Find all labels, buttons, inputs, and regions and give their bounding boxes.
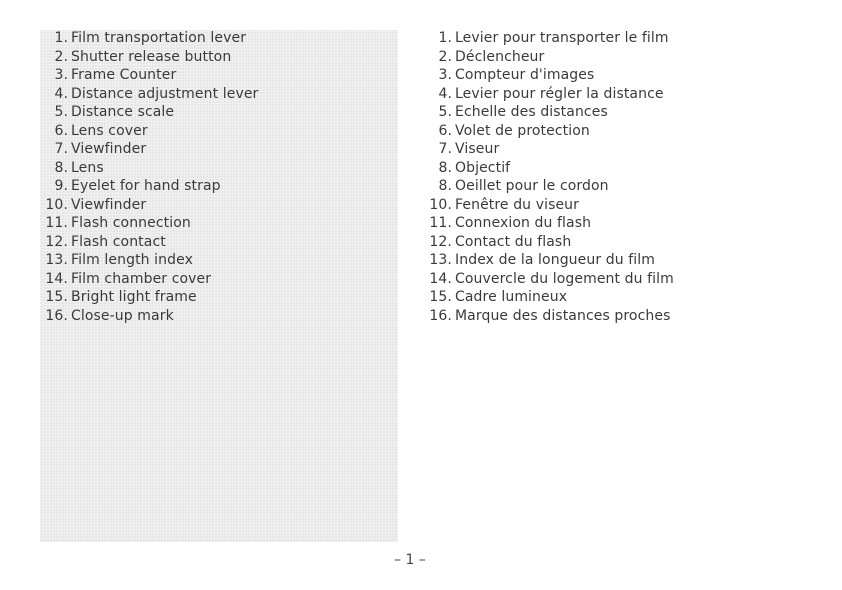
english-list-item <box>40 307 370 326</box>
french-list-item <box>422 103 822 122</box>
item-label: Cadre lumineux <box>455 289 568 305</box>
english-list-item <box>40 122 370 141</box>
item-label: Distance adjustment lever <box>71 85 259 102</box>
item-label: Connexion du flash <box>455 215 592 231</box>
item-label: Film length index <box>71 252 193 268</box>
item-number: 3. <box>438 67 452 83</box>
english-list-item <box>40 196 370 215</box>
item-number: 2. <box>438 48 452 65</box>
french-list-item <box>422 48 822 67</box>
item-label: Distance scale <box>71 104 175 120</box>
french-list-item <box>422 214 822 233</box>
french-list-item <box>422 66 822 85</box>
item-label: Volet de protection <box>455 122 590 139</box>
french-list-item <box>422 307 822 326</box>
french-list-item <box>422 196 822 215</box>
item-label: Index de la longueur du film <box>455 252 655 268</box>
item-number: 13. <box>45 252 68 268</box>
item-number: 9. <box>54 178 68 194</box>
item-number: 15. <box>45 289 68 305</box>
english-list-item <box>40 251 370 270</box>
english-list-item <box>40 159 370 178</box>
item-number: 12. <box>429 233 452 250</box>
item-label: Marque des distances proches <box>455 307 671 324</box>
french-list-item <box>422 288 822 307</box>
english-list-item <box>40 140 370 159</box>
french-list-item <box>422 85 822 104</box>
item-number: 1. <box>54 30 68 46</box>
item-number: 6. <box>54 122 68 139</box>
item-label: Shutter release button <box>71 48 232 65</box>
item-label: Oeillet pour le cordon <box>455 178 609 194</box>
item-number: 8. <box>438 178 452 194</box>
item-label: Flash contact <box>71 233 166 250</box>
item-number: 4. <box>438 85 452 102</box>
french-parts-list <box>422 29 822 325</box>
item-label: Echelle des distances <box>455 104 608 120</box>
item-label: Viewfinder <box>71 141 147 157</box>
item-label: Contact du flash <box>455 233 572 250</box>
item-number: 11. <box>45 215 68 231</box>
item-label: Levier pour transporter le film <box>455 30 669 46</box>
item-label: Viewfinder <box>71 196 147 213</box>
english-list-item <box>40 29 370 48</box>
item-number: 14. <box>45 270 68 287</box>
item-number: 6. <box>438 122 452 139</box>
item-label: Viseur <box>455 141 500 157</box>
item-label: Close-up mark <box>71 307 174 324</box>
item-label: Lens <box>71 159 104 176</box>
item-label: Déclencheur <box>455 48 545 65</box>
english-list-item <box>40 48 370 67</box>
item-label: Eyelet for hand strap <box>71 178 221 194</box>
french-list-item <box>422 177 822 196</box>
english-list-item <box>40 214 370 233</box>
item-number: 10. <box>45 196 68 213</box>
item-number: 3. <box>54 67 68 83</box>
item-label: Fenêtre du viseur <box>455 196 580 213</box>
item-label: Frame Counter <box>71 67 177 83</box>
french-list-item <box>422 122 822 141</box>
item-number: 10. <box>429 196 452 213</box>
item-number: 1. <box>438 30 452 46</box>
french-list-item <box>422 233 822 252</box>
french-list-item <box>422 270 822 289</box>
item-number: 12. <box>45 233 68 250</box>
english-list-item <box>40 233 370 252</box>
english-list-item <box>40 288 370 307</box>
item-label: Objectif <box>455 159 511 176</box>
item-number: 5. <box>54 104 68 120</box>
french-list-item <box>422 29 822 48</box>
english-list-item <box>40 85 370 104</box>
french-list-item <box>422 140 822 159</box>
item-number: 5. <box>438 104 452 120</box>
item-number: 14. <box>429 270 452 287</box>
english-list-item <box>40 177 370 196</box>
item-number: 4. <box>54 85 68 102</box>
item-number: 15. <box>429 289 452 305</box>
item-number: 2. <box>54 48 68 65</box>
page-number: – 1 – <box>394 552 426 568</box>
item-label: Levier pour régler la distance <box>455 85 664 102</box>
item-label: Compteur d'images <box>455 67 595 83</box>
english-list-item <box>40 103 370 122</box>
english-list-item <box>40 270 370 289</box>
item-number: 7. <box>54 141 68 157</box>
item-label: Bright light frame <box>71 289 197 305</box>
item-number: 16. <box>45 307 68 324</box>
item-label: Film transportation lever <box>71 30 247 46</box>
item-number: 8. <box>438 159 452 176</box>
item-label: Film chamber cover <box>71 270 212 287</box>
item-label: Flash connection <box>71 215 191 231</box>
item-label: Couvercle du logement du film <box>455 270 674 287</box>
item-number: 8. <box>54 159 68 176</box>
item-number: 13. <box>429 252 452 268</box>
french-list-item <box>422 251 822 270</box>
item-label: Lens cover <box>71 122 148 139</box>
english-list-item <box>40 66 370 85</box>
french-list-item <box>422 159 822 178</box>
item-number: 11. <box>429 215 452 231</box>
english-parts-list <box>40 29 370 325</box>
item-number: 16. <box>429 307 452 324</box>
item-number: 7. <box>438 141 452 157</box>
